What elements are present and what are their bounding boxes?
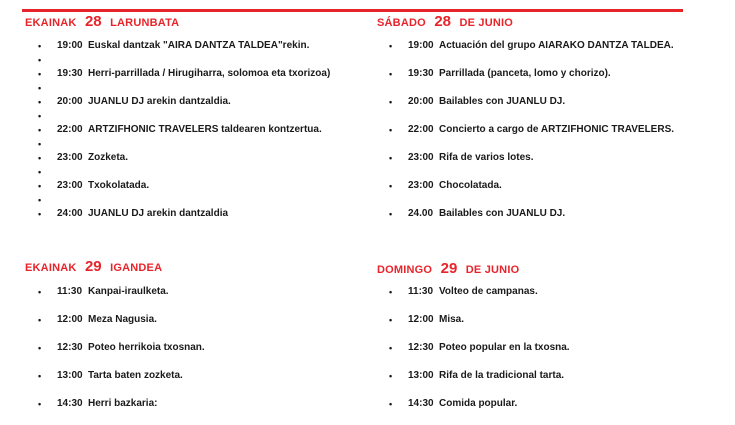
bullet-icon: • <box>38 97 42 107</box>
event-text: Zozketa. <box>88 152 129 163</box>
event-text: Meza Nagusia. <box>88 314 157 325</box>
section-heading-saturday-spanish <box>377 13 513 31</box>
event-time: 13:00 <box>408 370 434 381</box>
event-text: Bailables con JUANLU DJ. <box>439 96 566 107</box>
heading-weekday: DOMINGO <box>377 264 433 276</box>
bullet-icon: • <box>38 399 42 409</box>
event-time: 12:30 <box>408 342 434 353</box>
event-time: 24.00 <box>408 208 434 219</box>
bullet-icon: • <box>38 195 42 205</box>
event-text: Chocolatada. <box>439 180 502 191</box>
section-heading-sunday-spanish <box>377 260 519 278</box>
bullet-icon: • <box>389 69 393 79</box>
event-text: Euskal dantzak "AIRA DANTZA TALDEA"rekin. <box>88 40 310 51</box>
event-time: 22:00 <box>57 124 83 135</box>
event-time: 11:30 <box>408 286 434 297</box>
event-time: 19:30 <box>408 68 434 79</box>
bullet-icon: • <box>389 209 393 219</box>
event-time: 20:00 <box>57 96 83 107</box>
event-time: 24:00 <box>57 208 83 219</box>
event-time: 14:30 <box>408 398 434 409</box>
event-time: 20:00 <box>408 96 434 107</box>
section-heading-sunday-basque <box>25 258 162 276</box>
top-divider-line <box>22 9 683 12</box>
event-text: Herri bazkaria: <box>88 398 158 409</box>
heading-month: DE JUNIO <box>465 264 520 276</box>
bullet-icon: • <box>389 41 393 51</box>
bullet-icon: • <box>389 97 393 107</box>
heading-month: EKAINAK <box>25 17 77 29</box>
event-text: Tarta baten zozketa. <box>88 370 183 381</box>
bullet-icon: • <box>389 315 393 325</box>
heading-day-number: 28 <box>434 13 452 30</box>
event-text: Poteo herrikoia txosnan. <box>88 342 205 353</box>
event-text: Kanpai-iraulketa. <box>88 286 169 297</box>
event-time: 14:30 <box>57 398 83 409</box>
event-time: 23:00 <box>57 152 83 163</box>
event-text: Txokolatada. <box>88 180 150 191</box>
event-text: Misa. <box>439 314 465 325</box>
event-text: Rifa de la tradicional tarta. <box>439 370 565 381</box>
event-text: Comida popular. <box>439 398 518 409</box>
bullet-icon: • <box>38 111 42 121</box>
bullet-icon: • <box>389 343 393 353</box>
section-heading-saturday-basque <box>25 13 179 31</box>
heading-weekday: LARUNBATA <box>110 17 180 29</box>
event-time: 23:00 <box>408 152 434 163</box>
event-text: Rifa de varios lotes. <box>439 152 534 163</box>
event-time: 19:30 <box>57 68 83 79</box>
bullet-icon: • <box>38 343 42 353</box>
bullet-icon: • <box>389 399 393 409</box>
event-text: Volteo de campanas. <box>439 286 538 297</box>
bullet-icon: • <box>38 69 42 79</box>
event-time: 12:00 <box>57 314 83 325</box>
bullet-icon: • <box>38 41 42 51</box>
heading-day-number: 28 <box>84 13 102 30</box>
event-text: Parrillada (panceta, lomo y chorizo). <box>439 68 611 79</box>
bullet-icon: • <box>38 287 42 297</box>
bullet-icon: • <box>389 371 393 381</box>
event-time: 19:00 <box>57 40 83 51</box>
heading-weekday: IGANDEA <box>110 262 163 274</box>
event-text: JUANLU DJ arekin dantzaldia <box>88 208 229 219</box>
event-text: Bailables con JUANLU DJ. <box>439 208 566 219</box>
event-time: 11:30 <box>57 286 83 297</box>
bullet-icon: • <box>38 181 42 191</box>
event-time: 12:00 <box>408 314 434 325</box>
event-text: JUANLU DJ arekin dantzaldia. <box>88 96 231 107</box>
event-text: Actuación del grupo AIARAKO DANTZA TALDEA. <box>439 40 674 51</box>
heading-weekday: SÁBADO <box>377 17 426 29</box>
heading-day-number: 29 <box>440 260 458 277</box>
event-time: 23:00 <box>408 180 434 191</box>
event-time: 23:00 <box>57 180 83 191</box>
bullet-icon: • <box>389 153 393 163</box>
bullet-icon: • <box>389 125 393 135</box>
event-text: ARTZIFHONIC TRAVELERS taldearen kontzertua. <box>88 124 322 135</box>
bullet-icon: • <box>38 315 42 325</box>
bullet-icon: • <box>38 125 42 135</box>
heading-day-number: 29 <box>84 258 102 275</box>
event-text: Concierto a cargo de ARTZIFHONIC TRAVELERS. <box>439 124 675 135</box>
bullet-icon: • <box>38 167 42 177</box>
bullet-icon: • <box>38 139 42 149</box>
event-text: Herri-parrillada / Hirugiharra, solomoa eta txorizoa) <box>88 68 331 79</box>
bullet-icon: • <box>38 371 42 381</box>
event-time: 19:00 <box>408 40 434 51</box>
event-time: 12:30 <box>57 342 83 353</box>
heading-month: DE JUNIO <box>459 17 514 29</box>
event-text: Poteo popular en la txosna. <box>439 342 570 353</box>
bullet-icon: • <box>38 153 42 163</box>
bullet-icon: • <box>38 209 42 219</box>
event-time: 13:00 <box>57 370 83 381</box>
event-time: 22:00 <box>408 124 434 135</box>
bullet-icon: • <box>389 287 393 297</box>
heading-month: EKAINAK <box>25 262 77 274</box>
bullet-icon: • <box>38 83 42 93</box>
bullet-icon: • <box>389 181 393 191</box>
bullet-icon: • <box>38 55 42 65</box>
